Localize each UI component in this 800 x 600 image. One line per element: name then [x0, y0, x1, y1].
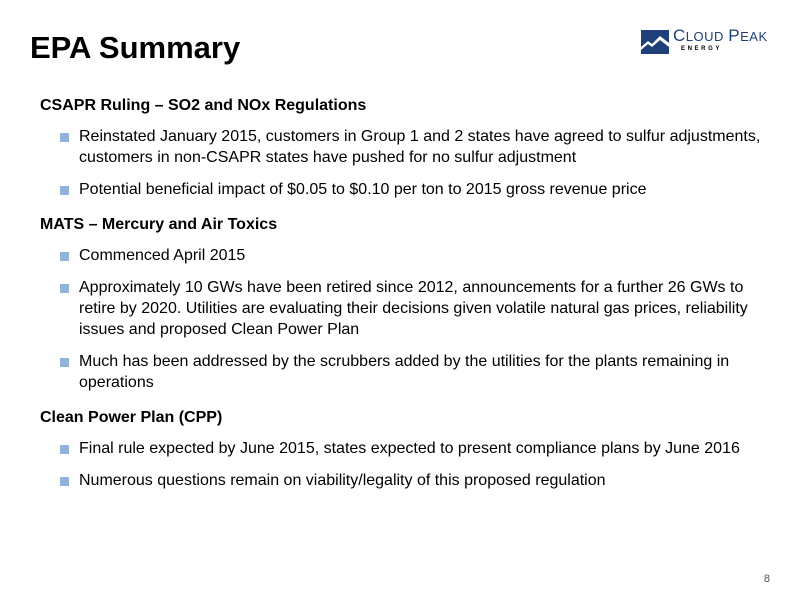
bullet-text: Approximately 10 GWs have been retired since 2012, announcements for a further 26 GWs to retire by 2020. Utilities are evaluating their decisions given volatile natural gas prices, reliability issues and proposed Clean Power Plan	[79, 279, 748, 338]
square-bullet-icon	[60, 445, 69, 454]
bullet-text: Much has been addressed by the scrubbers added by the utilities for the plants remaining in operations	[79, 353, 730, 391]
list-item	[40, 126, 775, 168]
section-cpp	[40, 408, 775, 491]
slide-title: EPA Summary	[30, 30, 241, 65]
section-heading: Clean Power Plan (CPP)	[40, 409, 223, 426]
list-item	[40, 277, 775, 340]
logo-subtitle: ENERGY	[681, 46, 722, 52]
list-item	[40, 179, 775, 200]
mountain-peak-logo-icon	[641, 30, 669, 54]
section-heading: MATS – Mercury and Air Toxics	[40, 216, 278, 233]
company-logo	[641, 28, 777, 60]
bullet-text: Numerous questions remain on viability/legality of this proposed regulation	[79, 472, 606, 489]
bullet-list	[40, 245, 775, 393]
section-heading: CSAPR Ruling – SO2 and NOx Regulations	[40, 97, 367, 114]
bullet-text: Potential beneficial impact of $0.05 to $0.10 per ton to 2015 gross revenue price	[79, 181, 647, 198]
bullet-text: Reinstated January 2015, customers in Group 1 and 2 states have agreed to sulfur adjustments, customers in non-CSAPR states have pushed for no sulfur adjustment	[79, 128, 761, 166]
square-bullet-icon	[60, 358, 69, 367]
logo-name: CLOUD PEAK	[673, 26, 768, 45]
square-bullet-icon	[60, 133, 69, 142]
square-bullet-icon	[60, 186, 69, 195]
bullet-text: Final rule expected by June 2015, states expected to present compliance plans by June 2016	[79, 440, 740, 457]
list-item	[40, 470, 775, 491]
list-item	[40, 438, 775, 459]
bullet-list	[40, 438, 775, 491]
square-bullet-icon	[60, 477, 69, 486]
section-mats	[40, 215, 775, 393]
square-bullet-icon	[60, 252, 69, 261]
list-item	[40, 245, 775, 266]
bullet-list	[40, 126, 775, 200]
slide-content	[40, 96, 775, 491]
section-csapr	[40, 96, 775, 200]
bullet-text: Commenced April 2015	[79, 247, 246, 264]
list-item	[40, 351, 775, 393]
page-number: 8	[763, 573, 770, 585]
square-bullet-icon	[60, 284, 69, 293]
